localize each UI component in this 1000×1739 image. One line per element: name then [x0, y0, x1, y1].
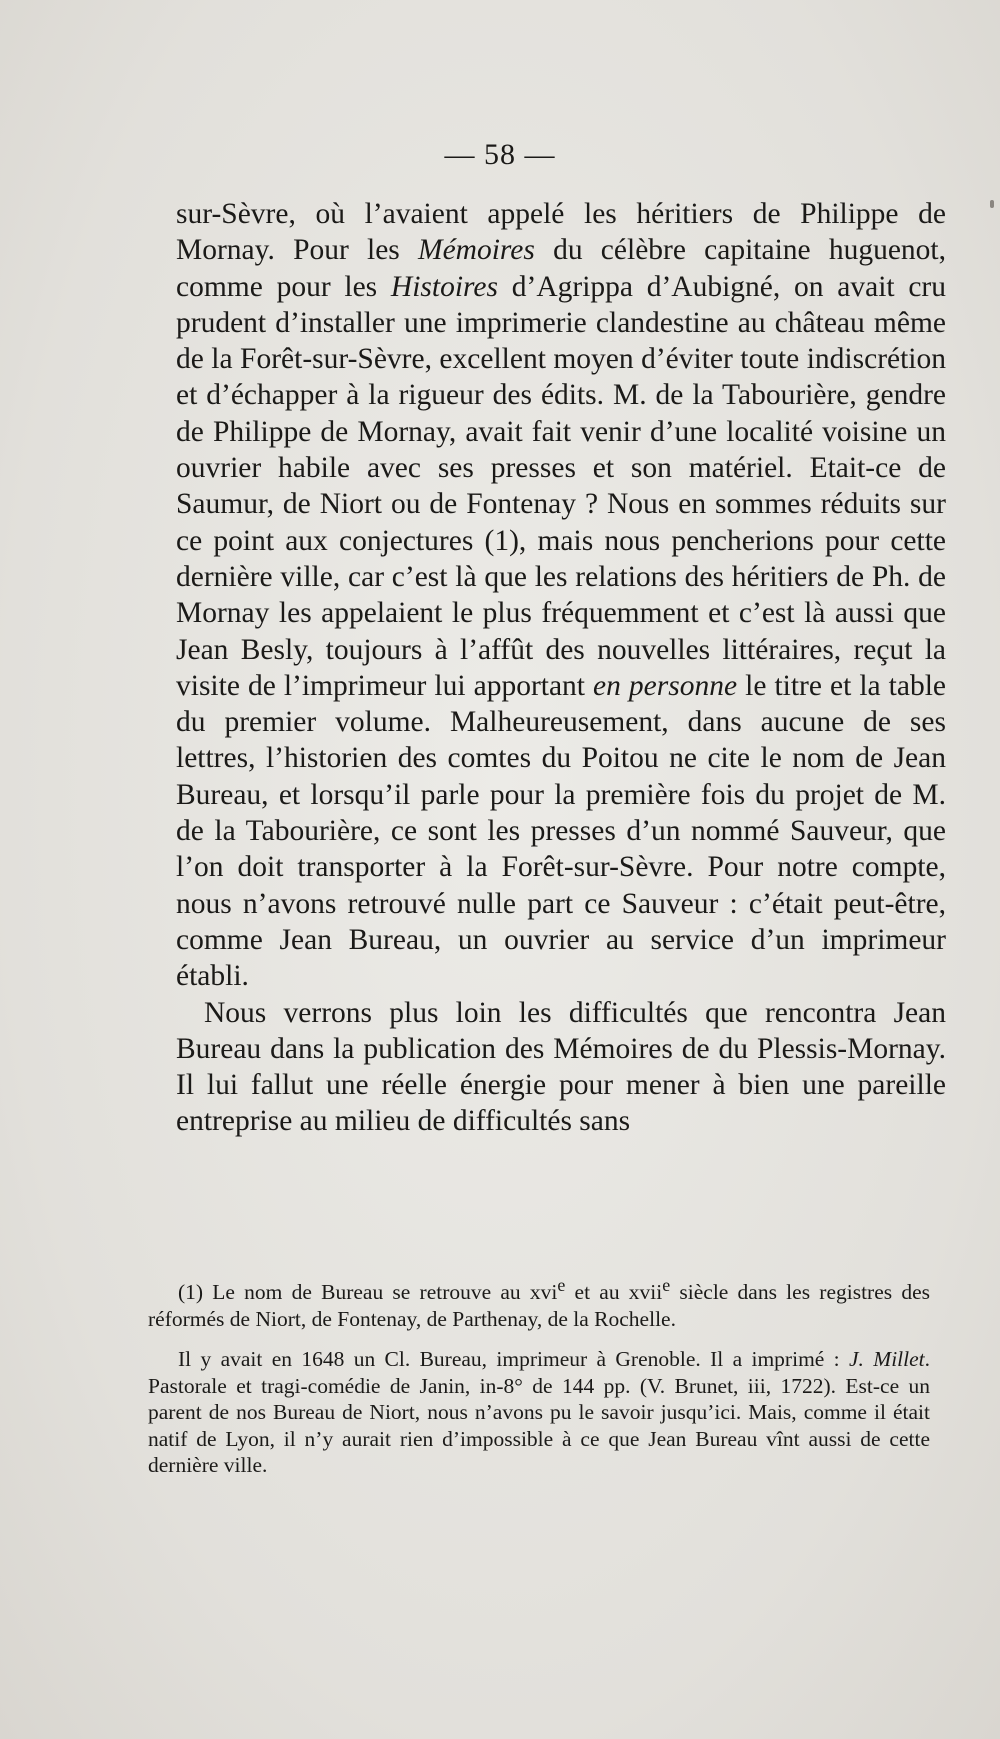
- footnote-1-superscript: e: [662, 1275, 671, 1295]
- footnote-1: [148, 1272, 930, 1332]
- paragraph-2: [176, 995, 946, 1140]
- page-number: — 58 —: [444, 138, 556, 171]
- paragraph-1-italic-span: Mémoires: [418, 234, 535, 267]
- footnote-2-italic-span: J. Millet: [849, 1347, 925, 1372]
- paragraph-1-text-span: sur-Sèvre, où l’avaient appelé les héritiers de Philippe de Mornay. Pour les: [176, 198, 946, 267]
- paragraph-1-italic-span: Histoires: [390, 270, 498, 303]
- main-text: [176, 196, 946, 1140]
- paragraph-1-text-span: du célèbre capitaine huguenot, comme pour les: [176, 234, 947, 303]
- paragraph-2-text-span: Nous verrons plus loin les difficultés que rencontra Jean Bureau dans la publication des Mémoires de du Plessis-Mornay. Il lui fallut une réelle énergie pour mener à bien une pareille entreprise au milieu de difficultés sans: [176, 996, 946, 1138]
- footnote-1-continuation: [148, 1346, 930, 1479]
- footnote-1-superscript: e: [557, 1275, 566, 1295]
- paragraph-1-text-span: d’Agrippa d’Aubigné, on avait cru prudent d’installer une imprimerie clandestine au château même de la Forêt-sur-Sèvre, excellent moyen d’éviter toute indiscrétion et d’échapper à la rigueur des édits. M. de la Tabourière, gendre de Philippe de Mornay, avait fait venir d’une localité voisine un ouvrier habile avec ses presses et son matériel. Etait-ce de Saumur, de Niort ou de Fontenay ? Nous en sommes réduits sur ce point aux conjectures (1), mais nous pencherions pour cette dernière ville, car c’est là que les relations des héritiers de Ph. de Mornay les appelaient le plus fréquemment et c’est là aussi que Jean Besly, toujours à l’affût des nouvelles littéraires, reçut la visite de l’imprimeur lui apportant: [176, 270, 946, 702]
- footnote-2-text-span: Il y avait en 1648 un Cl. Bureau, imprimeur à Grenoble. Il a imprimé :: [178, 1347, 850, 1372]
- footnote-1-text-span: (1) Le nom de Bureau se retrouve au xvi: [178, 1280, 558, 1305]
- footnotes: [148, 1272, 930, 1493]
- footnote-2-text-span: . Pastorale et tragi-comédie de Janin, in-8° de 144 pp. (V. Brunet, iii, 1722). Est-ce un parent de nos Bureau de Niort, nous n’avons pu le savoir jusqu’ici. Mais, comme il était natif de Lyon, il n’y aurait rien d’impossible à ce que Jean Bureau vînt aussi de cette dernière ville.: [148, 1347, 931, 1478]
- footnote-1-text-span: et au xvii: [565, 1280, 663, 1305]
- paragraph-1: [176, 196, 946, 995]
- page-edge-mark: [990, 200, 994, 208]
- paragraph-1-italic-span: en personne: [593, 669, 738, 702]
- footnote-1-text-span: siècle dans les registres des réformés de Niort, de Fontenay, de Parthenay, de la Rochelle.: [148, 1280, 930, 1331]
- paragraph-1-text-span: le titre et la table du premier volume. Malheureusement, dans aucune de ses lettres, l’historien des comtes du Poitou ne cite le nom de Jean Bureau, et lorsqu’il parle pour la première fois du projet de M. de la Tabourière, ce sont les presses d’un nommé Sauveur, que l’on doit transporter à la Forêt-sur-Sèvre. Pour notre compte, nous n’avons retrouvé nulle part ce Sauveur : c’était peut-être, comme Jean Bureau, un ouvrier au service d’un imprimeur établi.: [176, 669, 946, 993]
